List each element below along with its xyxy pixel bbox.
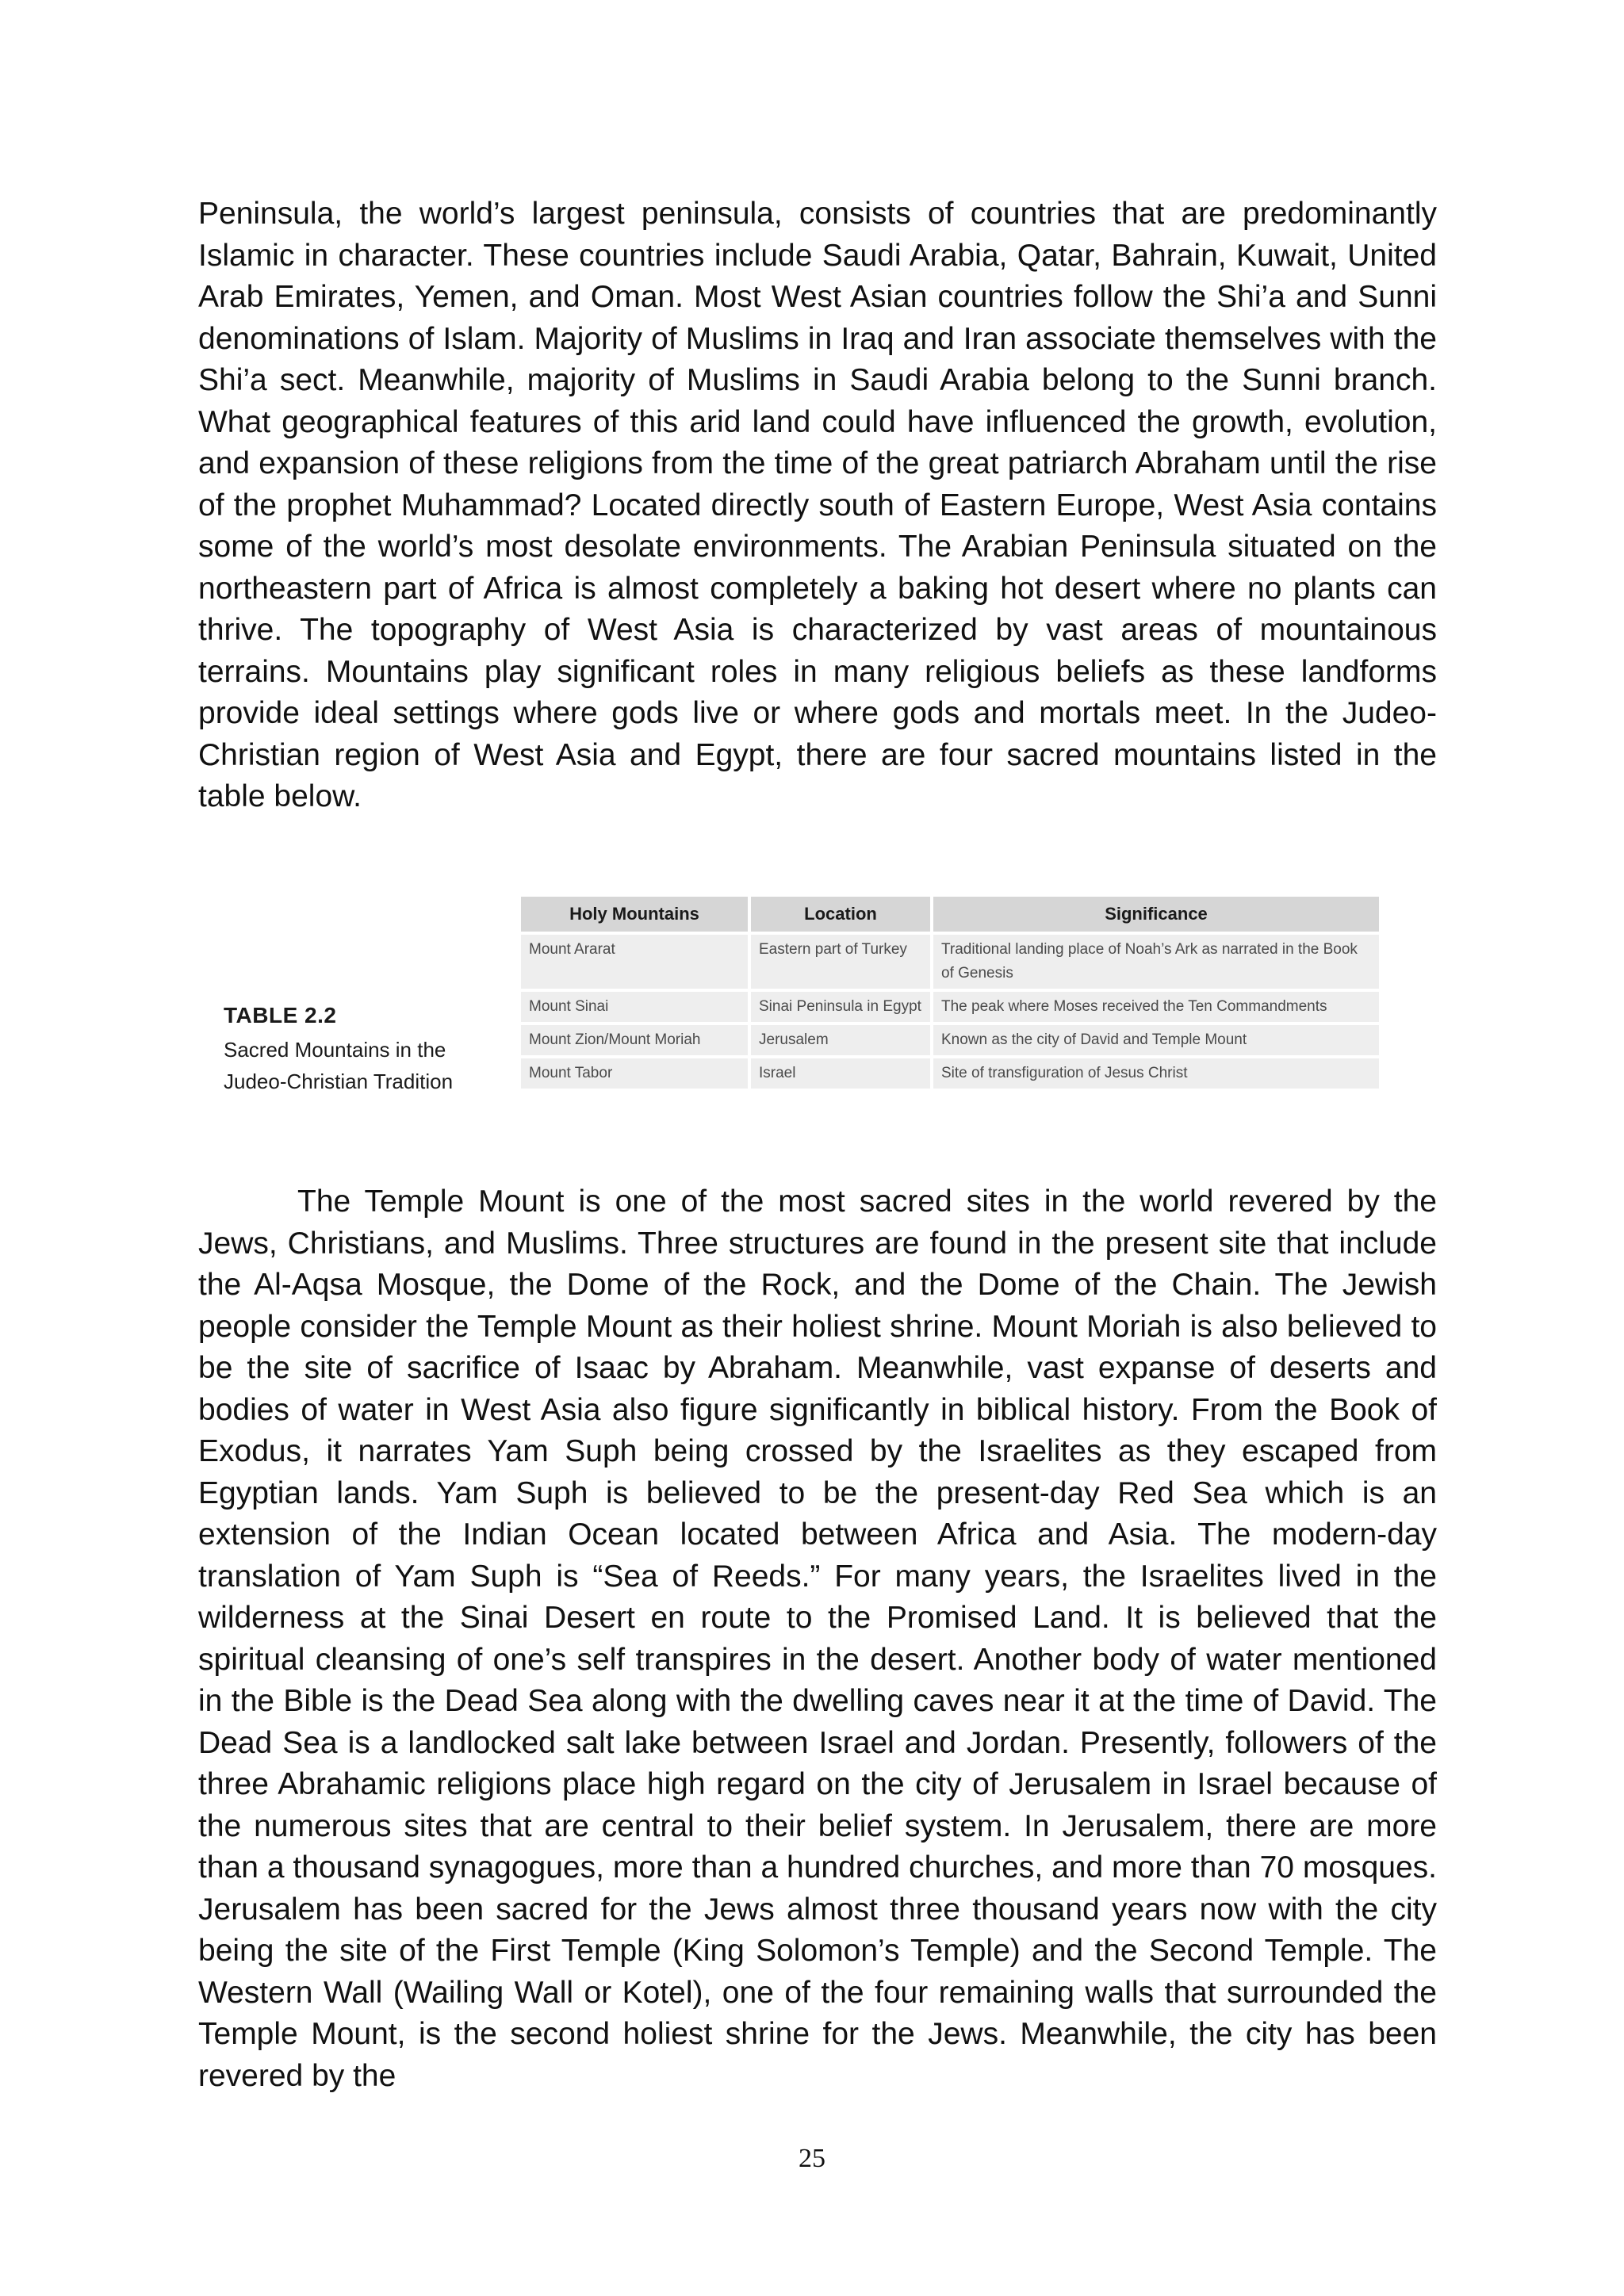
- table-caption: [224, 1001, 485, 1097]
- cell-significance: Site of transfiguration of Jesus Christ: [933, 1058, 1379, 1089]
- paragraph-temple-mount: The Temple Mount is one of the most sacred sites in the world revered by the Jews, Christians, and Muslims. Three structures are found in the present site that include the Al-Aqsa Mosque, the Dome of the Rock, and the Dome of the Chain. The Jewish people consider the Temple Mount as their holiest shrine. Mount Moriah is also believed to be the site of sacrifice of Isaac by Abraham. Meanwhile, vast expanse of deserts and bodies of water in West Asia also figure significantly in biblical history. From the Book of Exodus, it narrates Yam Suph being crossed by the Israelites as they escaped from Egyptian lands. Yam Suph is believed to be the present-day Red Sea which is an extension of the Indian Ocean located between Africa and Asia. The modern-day translation of Yam Suph is “Sea of Reeds.” For many years, the Israelites lived in the wilderness at the Sinai Desert en route to the Promised Land. It is believed that the spiritual cleansing of one’s self transpires in the desert. Another body of water mentioned in the Bible is the Dead Sea along with the dwelling caves near it at the time of David. The Dead Sea is a landlocked salt lake between Israel and Jordan. Presently, followers of the three Abrahamic religions place high regard on the city of Jerusalem in Israel because of the numerous sites that are central to their belief system. In Jerusalem, there are more than a thousand synagogues, more than a hundred churches, and more than 70 mosques. Jerusalem has been sacred for the Jews almost three thousand years now with the city being the site of the First Temple (King Solomon’s Temple) and the Second Temple. The Western Wall (Wailing Wall or Kotel), one of the four remaining walls that surrounded the Temple Mount, is the second holiest shrine for the Jews. Meanwhile, the city has been revered by the: [198, 1184, 1437, 2093]
- header-location: Location: [751, 897, 930, 932]
- cell-location: Eastern part of Turkey: [751, 935, 930, 989]
- cell-significance: Traditional landing place of Noah’s Ark as narrated in the Book of Genesis: [933, 935, 1379, 989]
- cell-location: Israel: [751, 1058, 930, 1089]
- mountains-table: [518, 894, 1382, 1092]
- cell-mountain: Mount Sinai: [521, 992, 748, 1022]
- table-label: TABLE 2.2: [224, 1003, 337, 1027]
- mountains-table-container: [518, 894, 1379, 1092]
- table-row: [521, 935, 1379, 989]
- table-header-row: [521, 897, 1379, 932]
- table-row: [521, 1025, 1379, 1055]
- table-title: Sacred Mountains in the Judeo-Christian Tradition: [224, 1038, 454, 1093]
- cell-location: Jerusalem: [751, 1025, 930, 1055]
- cell-mountain: Mount Zion/Mount Moriah: [521, 1025, 748, 1055]
- cell-mountain: Mount Tabor: [521, 1058, 748, 1089]
- header-significance: Significance: [933, 897, 1379, 932]
- paragraph-intro: Peninsula, the world’s largest peninsula, consists of countries that are predominantly Islamic in character. These countries include Saudi Arabia, Qatar, Bahrain, Kuwait, United Arab Emirates, Yemen, and Oman. Most West Asian countries follow the Shi’a and Sunni denominations of Islam. Majority of Muslims in Iraq and Iran associate themselves with the Shi’a sect. Meanwhile, majority of Muslims in Saudi Arabia belong to the Sunni branch. What geographical features of this arid land could have influenced the growth, evolution, and expansion of these religions from the time of the great patriarch Abraham until the rise of the prophet Muhammad? Located directly south of Eastern Europe, West Asia contains some of the world’s most desolate environments. The Arabian Peninsula situated on the northeastern part of Africa is almost completely a baking hot desert where no plants can thrive. The topography of West Asia is characterized by vast areas of mountainous terrains. Mountains play significant roles in many religious beliefs as these landforms provide ideal settings where gods live or where gods and mortals meet. In the Judeo-Christian region of West Asia and Egypt, there are four sacred mountains listed in the table below.: [198, 197, 1437, 813]
- page-number: 25: [799, 2144, 825, 2173]
- header-holy-mountains: Holy Mountains: [521, 897, 748, 932]
- cell-mountain: Mount Ararat: [521, 935, 748, 989]
- table-row: [521, 1058, 1379, 1089]
- cell-location: Sinai Peninsula in Egypt: [751, 992, 930, 1022]
- table-row: [521, 992, 1379, 1022]
- cell-significance: Known as the city of David and Temple Mount: [933, 1025, 1379, 1055]
- cell-significance: The peak where Moses received the Ten Commandments: [933, 992, 1379, 1022]
